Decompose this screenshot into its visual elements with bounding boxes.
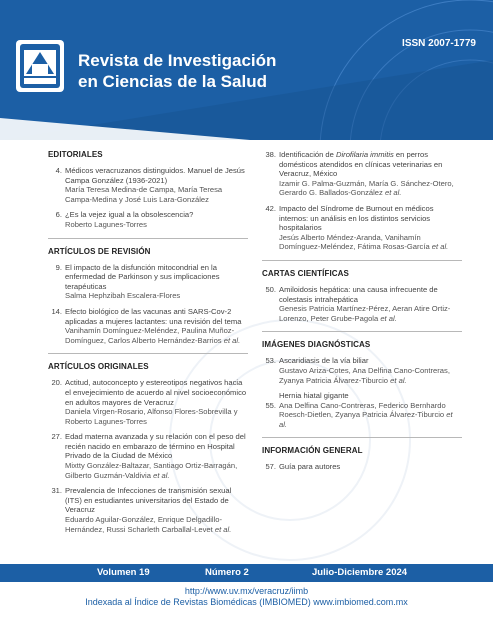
journal-title-line2: en Ciencias de la Salud	[78, 72, 267, 91]
article-authors: Izamir G. Palma-Guzmán, María G. Sánchez-Otero, Gerardo G. Ballados-González	[279, 178, 454, 198]
page-number: 55.	[265, 400, 276, 410]
article-title: Amiloidosis hepática: una causa infrecuente de colestasis intrahepática	[279, 284, 438, 304]
section-cartas-title: CARTAS CIENTÍFICAS	[262, 268, 349, 278]
page-number: 57.	[265, 462, 276, 472]
toc-entry[interactable]	[262, 391, 462, 401]
toc-right-column	[262, 150, 462, 478]
toc-entry[interactable]	[262, 356, 462, 385]
journal-title-line1: Revista de Investigación	[78, 51, 277, 70]
article-title: Impacto del Síndrome de Burnout en médicos internos: un análisis en los distintos servicios hospitalarios	[279, 203, 434, 233]
toc-entry[interactable]	[48, 486, 248, 534]
et-al: et al.	[431, 242, 449, 252]
article-authors: Jesús Alberto Méndez-Aranda, Vanihamín Domínguez-Meléndez, Fátima Rosas-García	[279, 232, 430, 252]
article-title: Prevalencia de Infecciones de transmisión sexual (ITS) en estudiantes universitarios del Estado de Veracruz	[65, 486, 232, 515]
article-title: Edad materna avanzada y su relación con el peso del recién nacido en embarazo de término en Hospital Privado de la Ciudad de México	[65, 432, 246, 461]
article-authors: Daniela Virgen-Rosario, Alfonso Flores-Sobrevilla y Roberto Lagunes-Torres	[65, 407, 238, 426]
indexing-line[interactable]: Indexada al Índice de Revistas Biomédicas (IMBIOMED) www.imbiomed.com.mx	[85, 597, 408, 607]
article-title: Médicos veracruzanos distinguidos. Manuel de Jesús Campa González (1936-2021)	[65, 166, 245, 185]
section-divider	[48, 353, 248, 354]
et-al: et al.	[384, 188, 402, 198]
issue-info-bar	[0, 564, 493, 582]
article-title: Guía para autores	[279, 462, 341, 472]
issn-label: ISSN 2007-1779	[402, 38, 476, 49]
section-divider	[48, 238, 248, 239]
article-title-pre: Identificación de	[279, 150, 336, 159]
section-editoriales-title: EDITORIALES	[48, 150, 103, 159]
article-authors: Mixtty González-Baltazar, Santiago Ortiz-Barragán, Gilberto Guzmán-Valdivia	[65, 461, 238, 480]
section-divider	[262, 260, 462, 261]
section-divider	[262, 331, 462, 332]
toc-entry[interactable]	[262, 285, 462, 323]
article-title: Ascaridiasis de la vía biliar	[279, 356, 369, 366]
toc-entry[interactable]	[48, 166, 248, 204]
article-title: Hernia hiatal gigante	[279, 391, 349, 401]
page-number: 53.	[265, 356, 276, 366]
cover-header	[0, 0, 493, 140]
toc-entry[interactable]	[262, 204, 462, 252]
page-number	[262, 391, 276, 401]
number-label: Número 2	[205, 567, 249, 578]
section-imagenes-title: IMÁGENES DIAGNÓSTICAS	[262, 340, 371, 350]
article-authors: Vanihamín Domínguez-Meléndez, Paulina Muñoz-Domínguez, Carlos Alberto Hernández-Barrios	[65, 326, 235, 345]
toc-entry[interactable]	[48, 307, 248, 345]
page-number: 42.	[265, 203, 276, 213]
article-authors: Genesis Patricia Martínez-Pérez, Aeran Atire Ortiz-Lorenzo, Peter Grube-Pagola	[279, 304, 451, 323]
article-title-post: en perros domésticos atendidos en clínicas veterinarias en Veracruz, México	[279, 150, 443, 179]
toc-entry[interactable]	[48, 210, 248, 229]
section-divider	[262, 437, 462, 438]
et-al: et al.	[214, 524, 232, 534]
article-authors: María Teresa Medina-de Campa, María Teresa Campa-Medina y José Luis Lara-González	[65, 185, 223, 204]
toc-entry[interactable]	[262, 462, 462, 472]
toc-entry[interactable]	[262, 401, 462, 430]
page-number: 9.	[55, 262, 62, 272]
page-number: 27.	[51, 432, 62, 442]
article-title: Actitud, autoconcepto y estereotipos negativos hacia el envejecimiento de acuerdo al nivel socioeconómico en adultos mayores de Veracruz	[65, 378, 247, 407]
article-authors: Eduardo Aguilar-González, Enrique Delgadillo-Hernández, Russi Scharleth Carballal-Levet	[65, 515, 223, 534]
article-authors: Roberto Lagunes-Torres	[65, 219, 147, 229]
article-title: Efecto biológico de las vacunas anti SARS-Cov-2 aplicadas a mujeres lactantes: una revisión del tema	[65, 306, 242, 326]
journal-url-link[interactable]: http://www.uv.mx/veracruz/iimb	[184, 586, 309, 596]
page-number: 31.	[51, 486, 62, 496]
page-number: 38.	[265, 150, 276, 159]
et-al: et al.	[390, 375, 407, 385]
page-number: 20.	[51, 378, 62, 388]
section-revision-title: ARTÍCULOS DE REVISIÓN	[48, 246, 151, 256]
section-general-title: INFORMACIÓN GENERAL	[262, 446, 363, 456]
article-title: ¿Es la vejez igual a la obsolescencia?	[65, 210, 194, 220]
page-number: 6.	[55, 210, 62, 220]
university-seal-logo	[14, 38, 66, 94]
toc-left-column	[48, 150, 248, 540]
toc-entry[interactable]	[48, 432, 248, 480]
period-label: Julio-Diciembre 2024	[312, 567, 408, 578]
et-al: et al.	[223, 335, 241, 345]
article-authors: Salma Hephzibah Escalera-Flores	[65, 291, 181, 301]
footer-links	[0, 586, 493, 608]
toc-entry[interactable]	[48, 378, 248, 426]
article-authors: Gustavo Ariza-Cotes, Ana Delfina Cano-Contreras, Zyanya Patricia Álvarez-Tiburcio	[279, 365, 450, 385]
page-number: 14.	[51, 306, 62, 316]
et-al: et al.	[153, 470, 170, 480]
et-al: et al.	[279, 410, 453, 429]
article-title: El impacto de la disfunción mitocondrial en la enfermedad de Parkinson y sus implicaciones terapéuticas	[65, 262, 220, 291]
article-title-species: Dirofilaria immitis	[336, 150, 394, 159]
article-authors: Ana Delfina Cano-Contreras, Federico Bernhardo Roesch-Dietlen, Zyanya Patricia Álvarez-Tiburcio	[279, 400, 446, 420]
et-al: et al.	[380, 313, 397, 323]
toc-entry[interactable]	[48, 263, 248, 301]
journal-title	[78, 50, 276, 92]
volume-label: Volumen 19	[97, 567, 150, 578]
page-number: 50.	[265, 284, 276, 294]
toc-entry[interactable]	[262, 150, 462, 198]
section-originales-title: ARTÍCULOS ORIGINALES	[48, 362, 149, 372]
page-number: 4.	[55, 166, 62, 175]
